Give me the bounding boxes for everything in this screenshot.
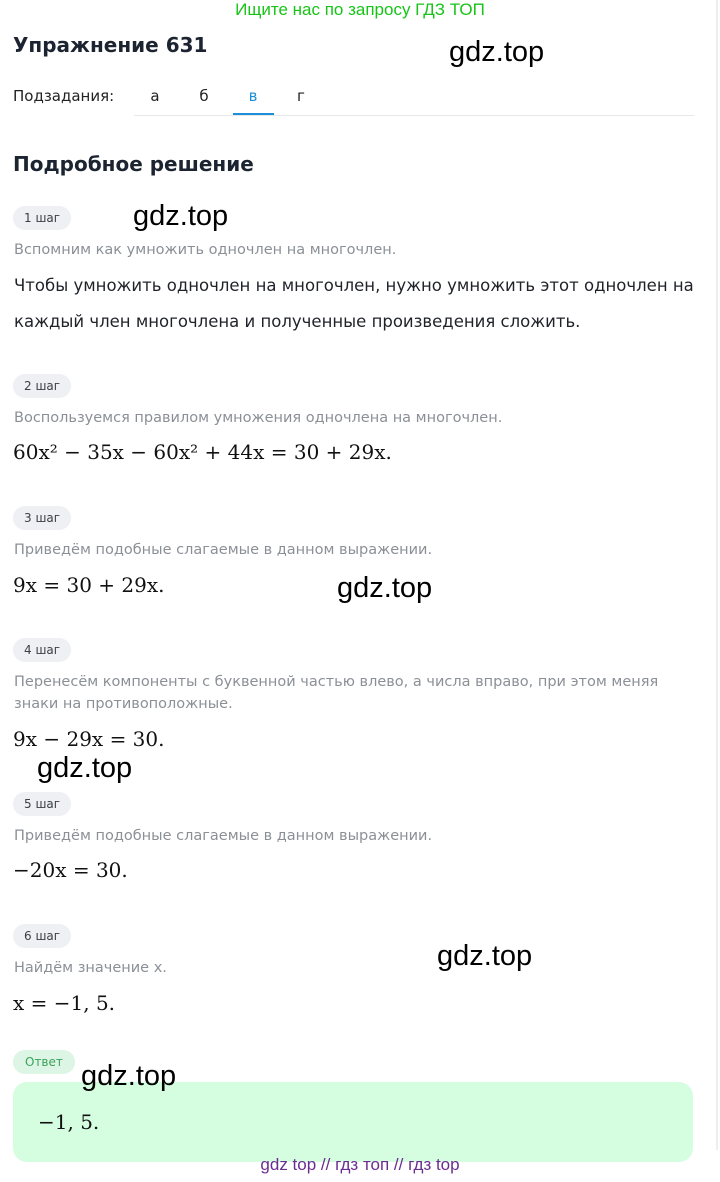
step-hint: Перенесём компоненты с буквенной частью влево, а числа вправо, при этом меняя — [14, 674, 659, 690]
step-badge: 4 шаг — [13, 638, 71, 662]
watermark: gdz.top — [437, 940, 533, 972]
tab-v[interactable]: в — [248, 87, 258, 105]
step-hint: знаки на противоположные. — [14, 696, 233, 712]
answer-value: −1, 5. — [38, 1110, 100, 1134]
page-title: Упражнение 631 — [13, 33, 208, 57]
step-hint: Вспомним как умножить одночлен на многочлен. — [14, 242, 397, 258]
tab-a[interactable]: а — [150, 87, 160, 105]
answer-badge: Ответ — [13, 1050, 75, 1074]
watermark: gdz.top — [449, 36, 545, 68]
step-text: каждый член многочлена и полученные произведения сложить. — [14, 312, 581, 331]
watermark: gdz.top — [81, 1060, 177, 1092]
step-formula: x = −1, 5. — [13, 991, 116, 1015]
step-badge: 3 шаг — [13, 506, 71, 530]
step-formula: −20x = 30. — [13, 858, 128, 882]
step-text: Чтобы умножить одночлен на многочлен, нужно умножить этот одночлен на — [14, 276, 694, 295]
tab-g[interactable]: г — [297, 87, 305, 105]
step-formula: 9x = 30 + 29x. — [13, 573, 165, 597]
answer-box — [13, 1082, 693, 1162]
step-formula: 60x² − 35x − 60x² + 44x = 30 + 29x. — [13, 440, 392, 464]
step-hint: Найдём значение x. — [14, 960, 167, 976]
step-hint: Воспользуемся правилом умножения одночлена на многочлен. — [14, 410, 503, 426]
step-badge: 2 шаг — [13, 374, 71, 398]
watermark: gdz.top — [133, 200, 229, 232]
step-formula: 9x − 29x = 30. — [13, 727, 165, 751]
step-hint: Приведём подобные слагаемые в данном выражении. — [14, 542, 433, 558]
step-badge: 6 шаг — [13, 924, 71, 948]
active-tab-indicator — [233, 113, 274, 115]
watermark: gdz.top — [37, 752, 133, 784]
watermark: gdz.top — [337, 572, 433, 604]
step-badge: 5 шаг — [13, 792, 71, 816]
tab-b[interactable]: б — [199, 87, 209, 105]
search-banner: Ищите нас по запросу ГДЗ ТОП — [235, 0, 485, 19]
tabs-divider — [134, 115, 694, 116]
scrollbar[interactable] — [716, 0, 718, 1150]
subtasks-label: Подзадания: — [13, 87, 115, 105]
section-title: Подробное решение — [13, 152, 254, 176]
step-hint: Приведём подобные слагаемые в данном выражении. — [14, 828, 433, 844]
step-badge: 1 шаг — [13, 206, 71, 230]
footer-links[interactable]: gdz top // гдз топ // гдз top — [260, 1155, 460, 1174]
